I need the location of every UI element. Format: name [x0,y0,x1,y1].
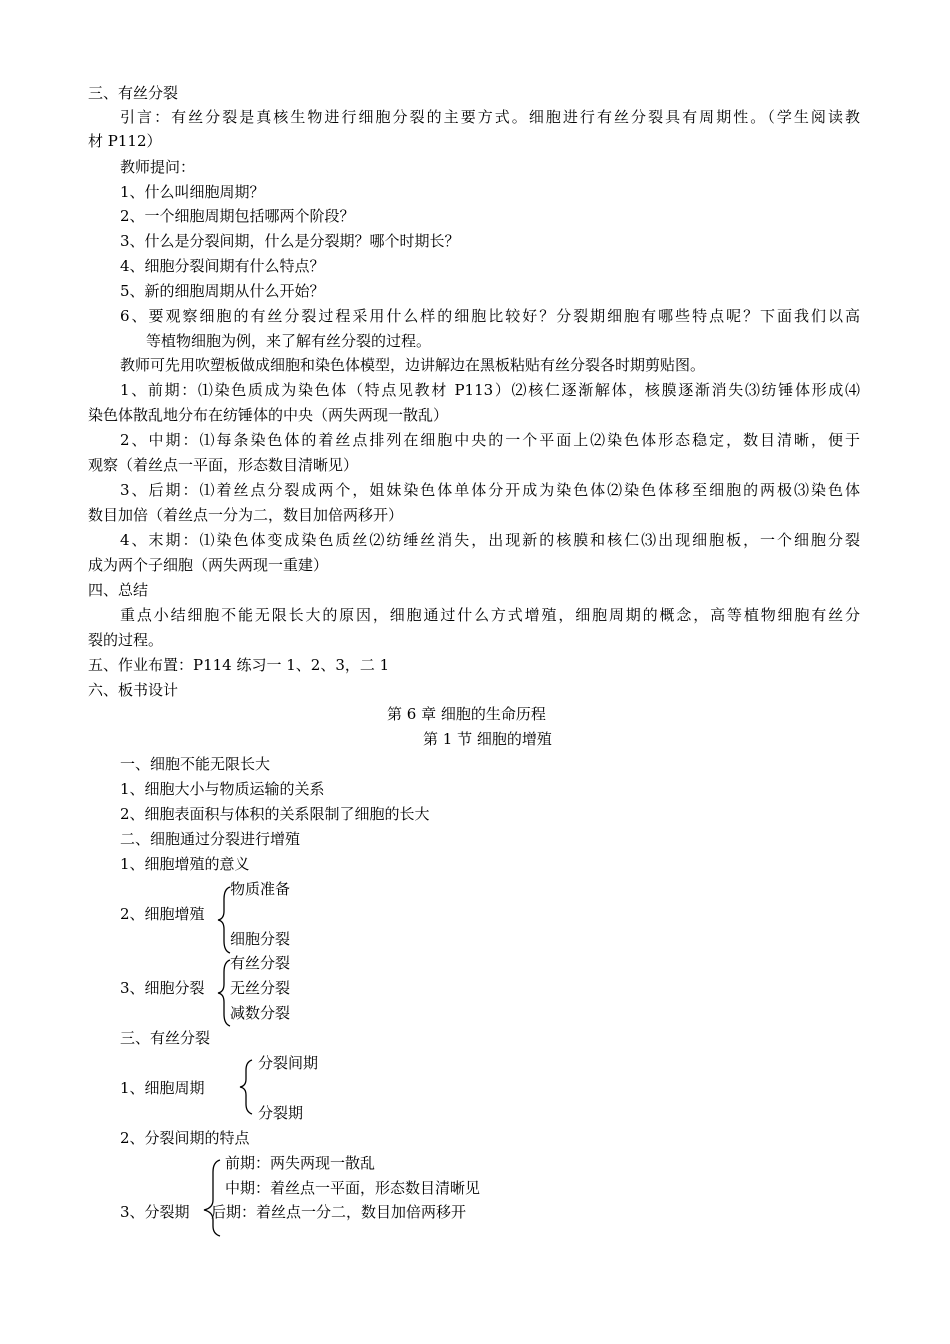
board-item-3-2: 2、分裂间期的特点 [120,1129,250,1147]
branch-meiosis: 减数分裂 [230,1004,291,1022]
teacher-question-label: 教师提问： [120,158,196,176]
board-item-2-2: 2、细胞增殖 [120,905,205,923]
board-item-1-1: 1、细胞大小与物质运输的关系 [120,780,325,798]
phase-prophase-line-2: 染色体散乱地分布在纺锤体的中央（两失两现一散乱） [88,406,449,424]
board-part-1: 一、细胞不能无限长大 [120,755,271,773]
branch-material-prep: 物质准备 [230,880,291,898]
board-item-3-1: 1、细胞周期 [120,1079,205,1097]
question-6-line-2: 等植物细胞为例，来了解有丝分裂的过程。 [146,332,432,350]
branch-cell-division: 细胞分裂 [230,930,291,948]
question-3: 3、什么是分裂间期，什么是分裂期？哪个时期长？ [120,232,460,250]
branch-prophase: 前期：两失两现一散乱 [225,1154,376,1172]
intro-line-2: 材 P112） [88,132,162,150]
phase-anaphase-line-2: 数目加倍（着丝点一分为二，数目加倍两移开） [88,506,404,524]
board-item-1-2: 2、细胞表面积与体积的关系限制了细胞的长大 [120,805,430,823]
question-6-line-1: 6、要观察细胞的有丝分裂过程采用什么样的细胞比较好？分裂期细胞有哪些特点呢？下面我们以高 [120,307,860,325]
section-heading-mitosis: 三、有丝分裂 [88,84,179,102]
summary-line-2: 裂的过程。 [88,631,164,649]
question-4: 4、细胞分裂间期有什么特点？ [120,257,325,275]
phase-telophase-line-1: 4、末期：⑴染色体变成染色质丝⑵纺缍丝消失，出现新的核膜和核仁⑶出现细胞板，一个细胞分裂 [120,531,860,549]
model-text: 教师可先用吹塑板做成细胞和染色体模型，边讲解边在黑板粘贴有丝分裂各时期剪贴图。 [120,356,706,374]
board-part-3: 三、有丝分裂 [120,1029,211,1047]
section-heading-homework: 五、作业布置：P114 练习一 1、2、3，二 1 [88,656,390,674]
branch-division-phase: 分裂期 [258,1104,304,1122]
phase-metaphase-line-1: 2、中期：⑴每条染色体的着丝点排列在细胞中央的一个平面上⑵染色体形态稳定，数目清晰，便于 [120,431,860,449]
branch-interphase: 分裂间期 [258,1054,319,1072]
section-heading-board-design: 六、板书设计 [88,681,179,699]
board-item-3-3: 3、分裂期 [120,1203,190,1221]
board-item-2-3: 3、细胞分裂 [120,979,205,997]
brace-left-icon [200,1158,224,1238]
summary-line-1: 重点小结细胞不能无限长大的原因，细胞通过什么方式增殖，细胞周期的概念，高等植物细胞有丝分 [120,606,860,624]
phase-prophase-line-1: 1、前期：⑴染色质成为染色体（特点见教材 P113）⑵核仁逐渐解体，核膜逐渐消失⑶纺锤体形成⑷ [120,381,860,399]
branch-anaphase: 后期：着丝点一分二，数目加倍两移开 [211,1203,467,1221]
intro-line-1: 引言：有丝分裂是真核生物进行细胞分裂的主要方式。细胞进行有丝分裂具有周期性。（学生阅读教 [120,108,860,126]
phase-anaphase-line-1: 3、后期：⑴着丝点分裂成两个，姐妹染色体单体分开成为染色体⑵染色体移至细胞的两极⑶染色体 [120,481,860,499]
phase-metaphase-line-2: 观察（着丝点一平面，形态数目清晰见） [88,456,359,474]
question-5: 5、新的细胞周期从什么开始？ [120,282,325,300]
section-title: 第 1 节 细胞的增殖 [423,730,552,748]
branch-metaphase: 中期：着丝点一平面，形态数目清晰见 [225,1179,481,1197]
phase-telophase-line-2: 成为两个子细胞（两失两现一重建） [88,556,329,574]
chapter-title: 第 6 章 细胞的生命历程 [387,705,546,723]
branch-amitosis: 无丝分裂 [230,979,291,997]
section-heading-summary: 四、总结 [88,581,149,599]
board-item-2-1: 1、细胞增殖的意义 [120,855,250,873]
board-part-2: 二、细胞通过分裂进行增殖 [120,830,301,848]
question-2: 2、一个细胞周期包括哪两个阶段？ [120,207,355,225]
branch-mitosis: 有丝分裂 [230,954,291,972]
question-1: 1、什么叫细胞周期？ [120,183,265,201]
brace-left-icon [234,1058,256,1116]
